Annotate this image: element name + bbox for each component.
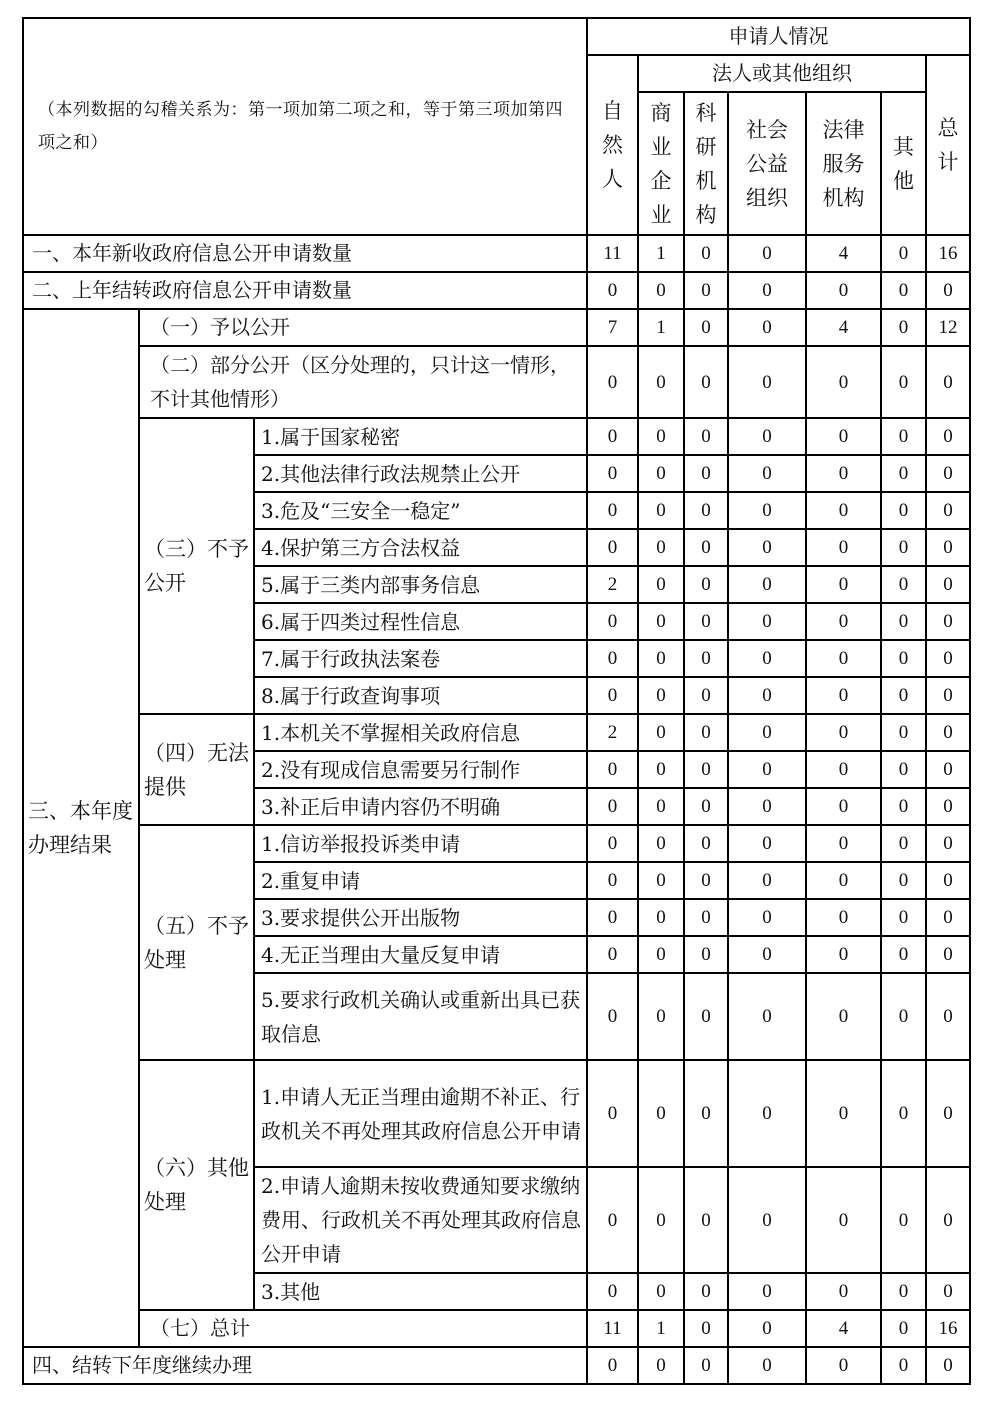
table-row bbox=[23, 235, 970, 272]
value-public-org: 0 bbox=[728, 751, 806, 788]
value-total: 0 bbox=[926, 1167, 970, 1273]
table-row bbox=[23, 418, 970, 455]
table-row bbox=[23, 714, 970, 751]
value-natural: 0 bbox=[587, 529, 638, 566]
value-public-org: 0 bbox=[728, 825, 806, 862]
row-label-item: 4.保护第三方合法权益 bbox=[254, 529, 587, 566]
value-natural: 0 bbox=[587, 1273, 638, 1310]
value-business: 1 bbox=[638, 309, 684, 346]
value-business: 0 bbox=[638, 714, 684, 751]
value-public-org: 0 bbox=[728, 235, 806, 272]
value-legal-service: 0 bbox=[806, 1273, 881, 1310]
value-public-org: 0 bbox=[728, 862, 806, 899]
value-natural: 7 bbox=[587, 309, 638, 346]
value-public-org: 0 bbox=[728, 788, 806, 825]
value-natural: 2 bbox=[587, 714, 638, 751]
value-other: 0 bbox=[881, 1273, 926, 1310]
value-natural: 0 bbox=[587, 1347, 638, 1384]
value-public-org: 0 bbox=[728, 492, 806, 529]
row-label-item: 2.没有现成信息需要另行制作 bbox=[254, 751, 587, 788]
row-label-item: 4.无正当理由大量反复申请 bbox=[254, 936, 587, 973]
value-other: 0 bbox=[881, 788, 926, 825]
value-business: 0 bbox=[638, 418, 684, 455]
value-public-org: 0 bbox=[728, 1347, 806, 1384]
value-natural: 0 bbox=[587, 788, 638, 825]
row-label-item: 1.属于国家秘密 bbox=[254, 418, 587, 455]
value-business: 0 bbox=[638, 492, 684, 529]
value-business: 0 bbox=[638, 862, 684, 899]
col-legal-service: 法律服务机构 bbox=[806, 92, 881, 235]
row-label-item: 3.补正后申请内容仍不明确 bbox=[254, 788, 587, 825]
value-business: 0 bbox=[638, 1167, 684, 1273]
row-label-item: 7.属于行政执法案卷 bbox=[254, 640, 587, 677]
value-public-org: 0 bbox=[728, 1310, 806, 1347]
value-total: 0 bbox=[926, 566, 970, 603]
value-business: 0 bbox=[638, 1273, 684, 1310]
value-natural: 0 bbox=[587, 640, 638, 677]
value-natural: 0 bbox=[587, 455, 638, 492]
value-public-org: 0 bbox=[728, 899, 806, 936]
row-label-open: （一）予以公开 bbox=[139, 309, 587, 346]
relation-note: （本列数据的勾稽关系为：第一项加第二项之和，等于第三项加第四项之和） bbox=[23, 18, 587, 235]
value-business: 0 bbox=[638, 346, 684, 418]
value-other: 0 bbox=[881, 529, 926, 566]
applications-table bbox=[22, 17, 971, 1385]
value-research: 0 bbox=[684, 973, 728, 1060]
row-label-item: 1.申请人无正当理由逾期不补正、行政机关不再处理其政府信息公开申请 bbox=[254, 1060, 587, 1167]
value-legal-service: 0 bbox=[806, 529, 881, 566]
value-research: 0 bbox=[684, 1060, 728, 1167]
value-natural: 11 bbox=[587, 235, 638, 272]
value-research: 0 bbox=[684, 862, 728, 899]
value-public-org: 0 bbox=[728, 973, 806, 1060]
value-natural: 0 bbox=[587, 862, 638, 899]
value-legal-service: 0 bbox=[806, 788, 881, 825]
value-research: 0 bbox=[684, 936, 728, 973]
value-other: 0 bbox=[881, 640, 926, 677]
table-row bbox=[23, 272, 970, 309]
value-legal-service: 0 bbox=[806, 566, 881, 603]
value-total: 0 bbox=[926, 714, 970, 751]
row-label-item: 2.申请人逾期未按收费通知要求缴纳费用、行政机关不再处理其政府信息公开申请 bbox=[254, 1167, 587, 1273]
value-public-org: 0 bbox=[728, 677, 806, 714]
value-business: 0 bbox=[638, 788, 684, 825]
value-other: 0 bbox=[881, 936, 926, 973]
row-label-item: 5.要求行政机关确认或重新出具已获取信息 bbox=[254, 973, 587, 1060]
value-research: 0 bbox=[684, 1310, 728, 1347]
value-other: 0 bbox=[881, 346, 926, 418]
value-other: 0 bbox=[881, 825, 926, 862]
value-total: 0 bbox=[926, 1273, 970, 1310]
section-results-label: 三、本年度办理结果 bbox=[23, 309, 139, 1347]
value-research: 0 bbox=[684, 677, 728, 714]
value-total: 0 bbox=[926, 973, 970, 1060]
value-public-org: 0 bbox=[728, 936, 806, 973]
group-unable-label: （四）无法提供 bbox=[139, 714, 254, 825]
value-total: 0 bbox=[926, 272, 970, 309]
applicant-situation-header: 申请人情况 bbox=[587, 18, 970, 55]
value-business: 0 bbox=[638, 272, 684, 309]
value-business: 0 bbox=[638, 751, 684, 788]
value-other: 0 bbox=[881, 862, 926, 899]
value-natural: 0 bbox=[587, 1167, 638, 1273]
value-natural: 0 bbox=[587, 751, 638, 788]
row-label-item: 2.重复申请 bbox=[254, 862, 587, 899]
value-research: 0 bbox=[684, 603, 728, 640]
value-business: 0 bbox=[638, 640, 684, 677]
value-natural: 0 bbox=[587, 936, 638, 973]
col-business: 商业企业 bbox=[638, 92, 684, 235]
value-legal-service: 0 bbox=[806, 418, 881, 455]
row-label-carried-over: 二、上年结转政府信息公开申请数量 bbox=[23, 272, 587, 309]
value-research: 0 bbox=[684, 825, 728, 862]
row-label-item: 1.本机关不掌握相关政府信息 bbox=[254, 714, 587, 751]
value-natural: 0 bbox=[587, 973, 638, 1060]
value-legal-service: 0 bbox=[806, 1167, 881, 1273]
value-total: 0 bbox=[926, 455, 970, 492]
legal-group-header: 法人或其他组织 bbox=[638, 55, 926, 92]
value-total: 0 bbox=[926, 825, 970, 862]
value-other: 0 bbox=[881, 603, 926, 640]
row-label-item: 6.属于四类过程性信息 bbox=[254, 603, 587, 640]
value-business: 0 bbox=[638, 1060, 684, 1167]
col-natural-person: 自然人 bbox=[587, 55, 638, 235]
table-row bbox=[23, 1310, 970, 1347]
row-label-item: 1.信访举报投诉类申请 bbox=[254, 825, 587, 862]
value-natural: 0 bbox=[587, 346, 638, 418]
value-business: 0 bbox=[638, 455, 684, 492]
value-business: 0 bbox=[638, 899, 684, 936]
value-legal-service: 0 bbox=[806, 899, 881, 936]
table-row bbox=[23, 825, 970, 862]
value-other: 0 bbox=[881, 492, 926, 529]
value-research: 0 bbox=[684, 529, 728, 566]
value-legal-service: 0 bbox=[806, 1347, 881, 1384]
value-research: 0 bbox=[684, 1273, 728, 1310]
value-total: 12 bbox=[926, 309, 970, 346]
row-label-item: 8.属于行政查询事项 bbox=[254, 677, 587, 714]
value-research: 0 bbox=[684, 1167, 728, 1273]
row-label-new-applications: 一、本年新收政府信息公开申请数量 bbox=[23, 235, 587, 272]
value-research: 0 bbox=[684, 492, 728, 529]
value-legal-service: 0 bbox=[806, 677, 881, 714]
value-public-org: 0 bbox=[728, 272, 806, 309]
value-legal-service: 0 bbox=[806, 603, 881, 640]
table-row bbox=[23, 1060, 970, 1167]
value-public-org: 0 bbox=[728, 346, 806, 418]
value-legal-service: 4 bbox=[806, 309, 881, 346]
value-total: 0 bbox=[926, 677, 970, 714]
value-natural: 0 bbox=[587, 418, 638, 455]
value-research: 0 bbox=[684, 714, 728, 751]
value-legal-service: 0 bbox=[806, 936, 881, 973]
value-natural: 0 bbox=[587, 899, 638, 936]
value-natural: 0 bbox=[587, 825, 638, 862]
value-business: 1 bbox=[638, 1310, 684, 1347]
value-total: 0 bbox=[926, 529, 970, 566]
value-other: 0 bbox=[881, 973, 926, 1060]
value-public-org: 0 bbox=[728, 1273, 806, 1310]
value-legal-service: 0 bbox=[806, 973, 881, 1060]
value-public-org: 0 bbox=[728, 309, 806, 346]
value-business: 0 bbox=[638, 825, 684, 862]
group-not-processed-label: （五）不予处理 bbox=[139, 825, 254, 1060]
value-public-org: 0 bbox=[728, 603, 806, 640]
value-natural: 0 bbox=[587, 1060, 638, 1167]
row-label-carry-forward: 四、结转下年度继续办理 bbox=[23, 1347, 587, 1384]
value-other: 0 bbox=[881, 235, 926, 272]
row-label-partial: （二）部分公开（区分处理的，只计这一情形，不计其他情形） bbox=[139, 346, 587, 418]
value-business: 0 bbox=[638, 677, 684, 714]
value-legal-service: 0 bbox=[806, 492, 881, 529]
row-label-item: 5.属于三类内部事务信息 bbox=[254, 566, 587, 603]
value-other: 0 bbox=[881, 309, 926, 346]
value-business: 0 bbox=[638, 603, 684, 640]
value-research: 0 bbox=[684, 455, 728, 492]
value-research: 0 bbox=[684, 566, 728, 603]
value-legal-service: 4 bbox=[806, 235, 881, 272]
value-other: 0 bbox=[881, 1167, 926, 1273]
value-natural: 11 bbox=[587, 1310, 638, 1347]
value-legal-service: 0 bbox=[806, 346, 881, 418]
col-other: 其他 bbox=[881, 92, 926, 235]
group-other-processing-label: （六）其他处理 bbox=[139, 1060, 254, 1310]
value-other: 0 bbox=[881, 272, 926, 309]
row-label-item: 3.危及“三安全一稳定” bbox=[254, 492, 587, 529]
table-row bbox=[23, 309, 970, 346]
value-total: 0 bbox=[926, 862, 970, 899]
value-public-org: 0 bbox=[728, 714, 806, 751]
value-total: 0 bbox=[926, 346, 970, 418]
value-research: 0 bbox=[684, 1347, 728, 1384]
col-public-org: 社会公益组织 bbox=[728, 92, 806, 235]
value-other: 0 bbox=[881, 566, 926, 603]
value-public-org: 0 bbox=[728, 529, 806, 566]
col-research: 科研机构 bbox=[684, 92, 728, 235]
value-business: 0 bbox=[638, 973, 684, 1060]
value-legal-service: 0 bbox=[806, 862, 881, 899]
table-row bbox=[23, 346, 970, 418]
value-research: 0 bbox=[684, 640, 728, 677]
value-research: 0 bbox=[684, 309, 728, 346]
value-total: 0 bbox=[926, 936, 970, 973]
value-legal-service: 0 bbox=[806, 714, 881, 751]
value-research: 0 bbox=[684, 751, 728, 788]
value-other: 0 bbox=[881, 1060, 926, 1167]
value-business: 0 bbox=[638, 566, 684, 603]
value-natural: 0 bbox=[587, 603, 638, 640]
value-total: 0 bbox=[926, 1060, 970, 1167]
value-total: 0 bbox=[926, 492, 970, 529]
value-legal-service: 0 bbox=[806, 751, 881, 788]
value-research: 0 bbox=[684, 272, 728, 309]
value-other: 0 bbox=[881, 455, 926, 492]
value-total: 0 bbox=[926, 603, 970, 640]
value-total: 16 bbox=[926, 235, 970, 272]
value-total: 0 bbox=[926, 1347, 970, 1384]
value-total: 0 bbox=[926, 899, 970, 936]
value-natural: 0 bbox=[587, 492, 638, 529]
value-research: 0 bbox=[684, 899, 728, 936]
value-other: 0 bbox=[881, 751, 926, 788]
value-legal-service: 0 bbox=[806, 272, 881, 309]
value-research: 0 bbox=[684, 235, 728, 272]
value-business: 1 bbox=[638, 235, 684, 272]
row-label-item: 3.其他 bbox=[254, 1273, 587, 1310]
value-natural: 0 bbox=[587, 677, 638, 714]
value-public-org: 0 bbox=[728, 418, 806, 455]
value-total: 0 bbox=[926, 788, 970, 825]
value-public-org: 0 bbox=[728, 1060, 806, 1167]
value-other: 0 bbox=[881, 714, 926, 751]
value-public-org: 0 bbox=[728, 1167, 806, 1273]
value-legal-service: 4 bbox=[806, 1310, 881, 1347]
value-other: 0 bbox=[881, 418, 926, 455]
value-total: 16 bbox=[926, 1310, 970, 1347]
col-total: 总计 bbox=[926, 55, 970, 235]
value-total: 0 bbox=[926, 751, 970, 788]
value-natural: 0 bbox=[587, 272, 638, 309]
value-research: 0 bbox=[684, 418, 728, 455]
value-public-org: 0 bbox=[728, 455, 806, 492]
value-legal-service: 0 bbox=[806, 455, 881, 492]
value-research: 0 bbox=[684, 788, 728, 825]
value-legal-service: 0 bbox=[806, 640, 881, 677]
value-business: 0 bbox=[638, 529, 684, 566]
value-research: 0 bbox=[684, 346, 728, 418]
value-public-org: 0 bbox=[728, 640, 806, 677]
value-other: 0 bbox=[881, 1347, 926, 1384]
value-natural: 2 bbox=[587, 566, 638, 603]
row-label-item: 2.其他法律行政法规禁止公开 bbox=[254, 455, 587, 492]
value-total: 0 bbox=[926, 640, 970, 677]
value-other: 0 bbox=[881, 1310, 926, 1347]
value-other: 0 bbox=[881, 677, 926, 714]
row-label-item: 3.要求提供公开出版物 bbox=[254, 899, 587, 936]
value-legal-service: 0 bbox=[806, 1060, 881, 1167]
value-business: 0 bbox=[638, 936, 684, 973]
group-not-open-label: （三）不予公开 bbox=[139, 418, 254, 714]
value-other: 0 bbox=[881, 899, 926, 936]
row-label-total: （七）总计 bbox=[139, 1310, 587, 1347]
value-legal-service: 0 bbox=[806, 825, 881, 862]
value-total: 0 bbox=[926, 418, 970, 455]
value-business: 0 bbox=[638, 1347, 684, 1384]
table-row bbox=[23, 1347, 970, 1384]
value-public-org: 0 bbox=[728, 566, 806, 603]
